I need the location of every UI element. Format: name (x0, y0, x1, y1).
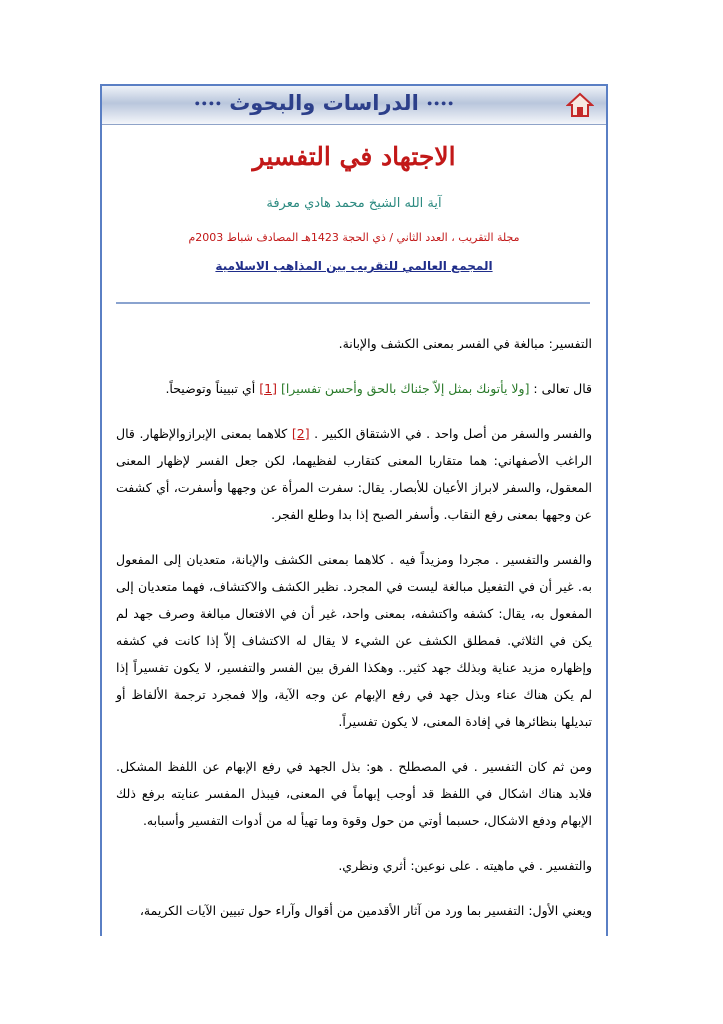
paragraph-3-intro: والفسر والسفر من أصل واحد . في الاشتقاق الكبير . (309, 426, 593, 441)
journal-info: مجلة التقريب ، العدد الثاني / ذي الحجة 1423هـ المصادف شباط 2003م (188, 231, 520, 244)
paragraph-2 (116, 375, 592, 402)
paragraph-4: والفسر والتفسير . مجردا ومزيداً فيه . كلاهما بمعنى الكشف والإبانة، متعديان إلى المفعول به. غير أن في التفعيل مبالغة ليست في المجرد. نظير الكشف والاكتشاف، فهما متعديان إلى المفعول به، يقال: كشفه واكتشفه، بمعنى واحد، غير أن في الافتعال مبالغة وصرف جهد لم يكن في الثلاثي. فمطلق الكشف عن الشيء لا يقال له الاكتشاف إلاّ إذا كانت في كشفه وإظهاره مزيد عناية وبذلك جهد كثير.. وهكذا الفرق بين الفسر والتفسير، لا يكون تفسيراً إذا لم يكن هناك عناء وبذل جهد في رفع الإبهام عن وجه الآية، وإلا فمجرد ترجمة الألفاظ أو تبديلها بنظائرها في إفادة المعنى، لا يكون تفسيراً. (116, 552, 592, 729)
paragraph-1: التفسير: مبالغة في الفسر بمعنى الكشف والإبانة. (338, 336, 592, 351)
banner-dots-left: •••• (193, 97, 222, 111)
article-title: الاجتهاد في التفسير (252, 142, 456, 171)
paragraph-3 (116, 420, 592, 528)
paragraph-7: ويعني الأول: التفسير بما ورد من آثار الأقدمين من أقوال وآراء حول تبيين الآيات الكريمة، (139, 903, 592, 918)
organization-link[interactable]: المجمع العالمي للتقريب بين المذاهب الاسلامية (215, 259, 493, 273)
paragraph-2-intro: قال تعالى : (529, 381, 592, 396)
paragraph-6: والتفسير . في ماهيته . على نوعين: أثري ونظري. (338, 858, 592, 873)
banner-dots-right: •••• (426, 97, 455, 111)
page-frame (100, 84, 608, 936)
paragraph-3-rest: كلاهما بمعنى الإبرازوالإظهار. قال الراغب الأصفهاني: هما متقاربا المعنى كتقارب لفظيهما، لكن جعل الفسر لإظهار المعنى المعقول، والسفر لابراز الأعيان للأبصار. يقال: سفرت المرأة عن وجهها وأسفرت، أي كشفت عن وجهها بمعنى رفع النقاب. وأسفر الصبح إذا بدا وطلع الفجر. (116, 426, 592, 522)
footnote-link-2[interactable]: [2] (291, 426, 310, 441)
divider (116, 302, 590, 304)
home-icon[interactable] (566, 92, 594, 118)
section-banner (102, 86, 606, 125)
paragraph-5: ومن ثم كان التفسير . في المصطلح . هو: بذل الجهد في رفع الإبهام عن اللفظ المشكل. فلابد هناك اشكال في اللفظ قد أوجب إبهاماً في المعنى، فيبذل المفسر عنايته برفع ذلك الإبهام ودفع الاشكال، حسبما أوتي من حول وقوة وما تهيأ له من أدوات التفسير وأسبابه. (116, 759, 592, 828)
author-name: آية الله الشيخ محمد هادي معرفة (266, 196, 442, 211)
paragraph-2-rest: أي تبييناً وتوضيحاً. (165, 381, 256, 396)
quran-verse: [ولا يأتونك بمثل إلاّ جئناك بالحق وأحسن تفسيرا] (280, 381, 530, 396)
banner-title-text: الدراسات والبحوث (229, 91, 419, 115)
footnote-link-1[interactable]: [1] (259, 381, 277, 396)
banner-title (102, 91, 546, 115)
article-body (116, 330, 592, 936)
